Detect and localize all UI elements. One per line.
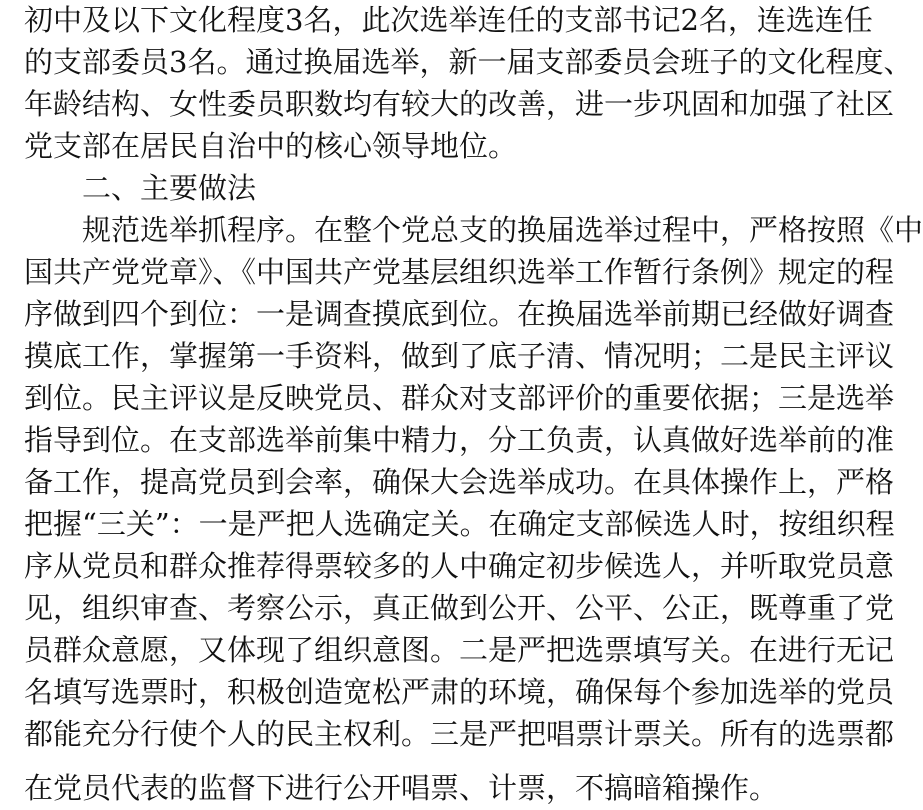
text-line: 摸底工作，掌握第一手资料，做到了底子清、情况明；二是民主评议 bbox=[24, 339, 895, 373]
text-line: 都能充分行使个人的民主权利。三是严把唱票计票关。所有的选票都 bbox=[24, 717, 895, 751]
text-line: 序做到四个到位：一是调查摸底到位。在换届选举前期已经做好调查 bbox=[24, 297, 895, 331]
section-heading: 二、主要做法 bbox=[82, 171, 257, 205]
text-line: 名填写选票时，积极创造宽松严肃的环境，确保每个参加选举的党员 bbox=[24, 675, 895, 709]
text-line: 的支部委员3名。通过换届选举，新一届支部委员会班子的文化程度、 bbox=[24, 45, 913, 79]
text-line: 指导到位。在支部选举前集中精力，分工负责，认真做好选举前的准 bbox=[24, 423, 895, 457]
text-line: 党支部在居民自治中的核心领导地位。 bbox=[24, 129, 518, 163]
text-line: 序从党员和群众推荐得票较多的人中确定初步候选人，并听取党员意 bbox=[24, 549, 895, 583]
text-line: 国共产党党章》、《中国共产党基层组织选举工作暂行条例》规定的程 bbox=[24, 255, 895, 289]
text-line: 在党员代表的监督下进行公开唱票、计票，不搞暗箱操作。 bbox=[24, 771, 779, 805]
text-line: 到位。民主评议是反映党员、群众对支部评价的重要依据；三是选举 bbox=[24, 381, 895, 415]
text-line: 规范选举抓程序。在整个党总支的换届选举过程中，严格按照《中 bbox=[82, 213, 923, 247]
text-line: 见，组织审查、考察公示，真正做到公开、公平、公正，既尊重了党 bbox=[24, 591, 895, 625]
text-line: 初中及以下文化程度3名，此次选举连任的支部书记2名，连选连任 bbox=[24, 3, 873, 37]
text-line: 员群众意愿，又体现了组织意图。二是严把选票填写关。在进行无记 bbox=[24, 633, 895, 667]
text-line: 备工作，提高党员到会率，确保大会选举成功。在具体操作上，严格 bbox=[24, 465, 895, 499]
text-line: 年龄结构、女性委员职数均有较大的改善，进一步巩固和加强了社区 bbox=[24, 87, 895, 121]
text-line: 把握“三关”：一是严把人选确定关。在确定支部候选人时，按组织程 bbox=[24, 507, 895, 541]
